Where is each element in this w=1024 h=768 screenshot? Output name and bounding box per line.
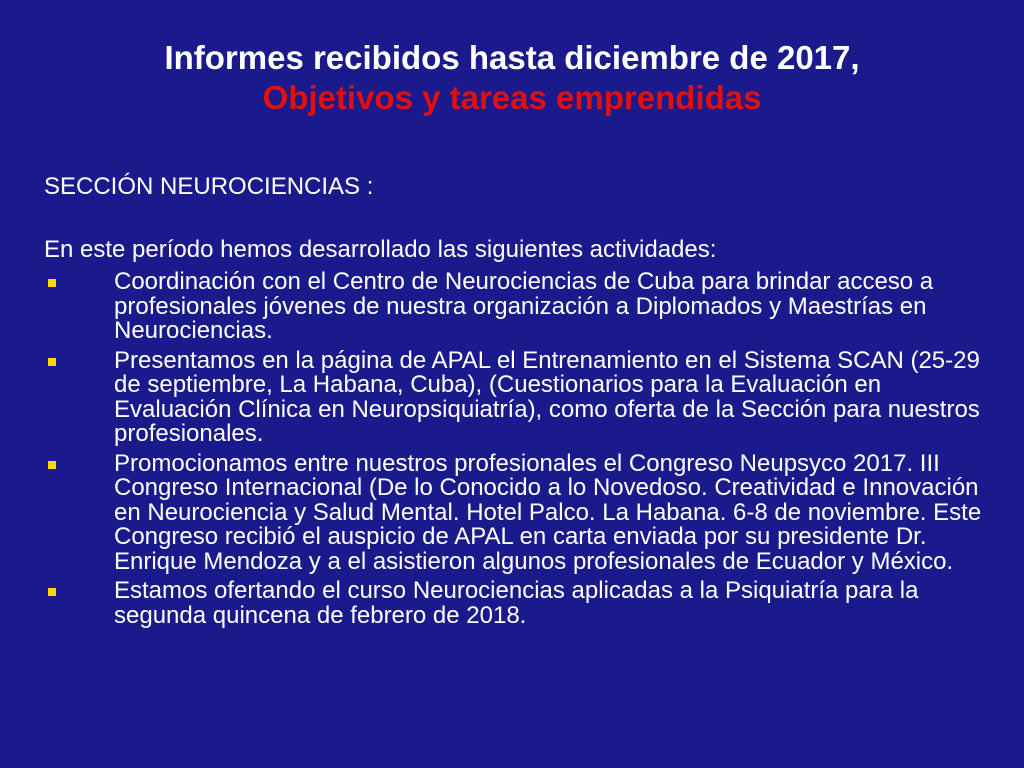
bullet-text: Coordinación con el Centro de Neurociencias de Cuba para brindar acceso a profesionales jóvenes de nuestra organización a Diplomados y Maestrías en Neurociencias. [114,268,934,344]
bullet-text: Presentamos en la página de APAL el Entrenamiento en el Sistema SCAN (25-29 de septiembre, La Habana, Cuba), (Cuestionarios para la Evaluación en Evaluación Clínica en Neuropsiquiatría), como oferta de la Sección para nuestros profesionales. [114,346,980,447]
bullet-item [44,449,994,575]
bullet-text: Promocionamos entre nuestros profesionales el Congreso Neupsyco 2017. III Congreso Internacional (De lo Conocido a lo Novedoso. Creatividad e Innovación en Neurociencia y Salud Mental. Hotel Palco. La Habana. 6-8 de noviembre. Este Congreso recibió el auspicio de APAL en carta enviada por su presidente Dr. Enrique Mendoza y a el asistieron algunos profesionales de Ecuador y México. [114,449,982,575]
bullet-item [44,579,994,628]
square-bullet-icon [48,358,56,366]
bullet-list [44,270,994,633]
intro-text: En este período hemos desarrollado las siguientes actividades: [44,236,717,263]
square-bullet-icon [48,588,56,596]
bullet-item [44,270,994,344]
square-bullet-icon [48,461,56,469]
title-line-2: Objetivos y tareas emprendidas [262,79,762,116]
title-line-1: Informes recibidos hasta diciembre de 2017, [164,39,860,76]
square-bullet-icon [48,279,56,287]
bullet-text: Estamos ofertando el curso Neurociencias aplicadas a la Psiquiatría para la segunda quincena de febrero de 2018. [114,577,919,629]
slide-title [40,38,984,118]
section-label: SECCIÓN NEUROCIENCIAS : [44,173,374,200]
bullet-item [44,346,994,447]
